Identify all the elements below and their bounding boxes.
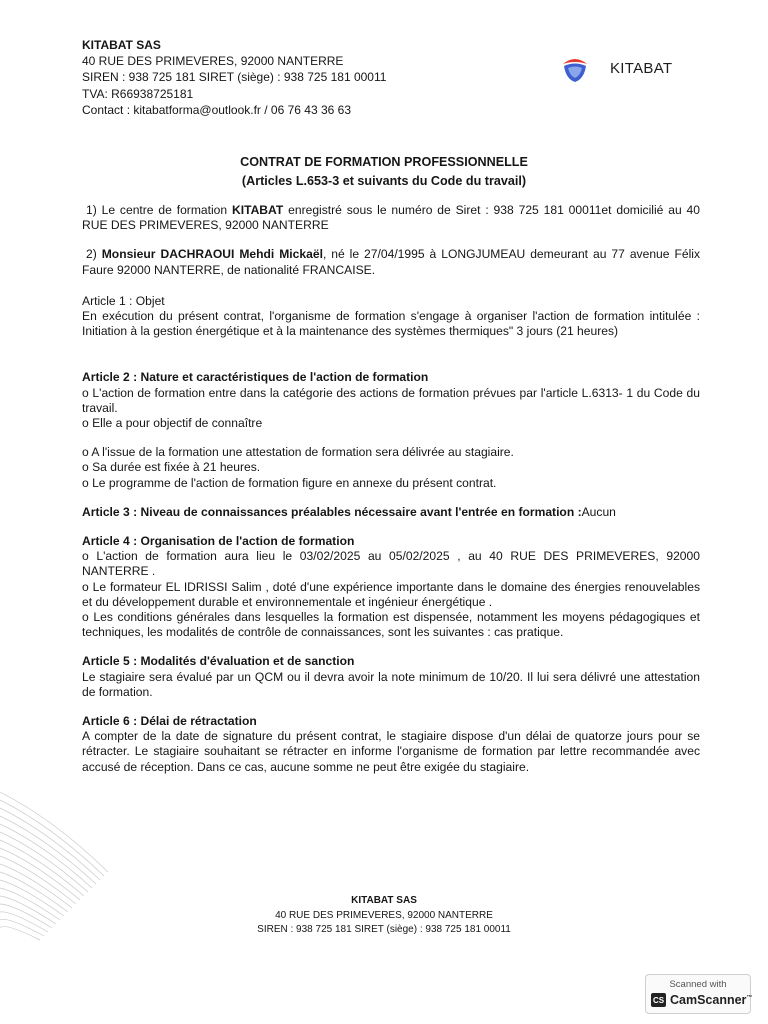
article-1-text: En exécution du présent contrat, l'organisme de formation s'engage à organiser l'action de formation intitulée : Initiation à la gestion énergétique et à la maintenance des systèmes thermiques" 3 jours (21 heures)	[82, 309, 700, 339]
document-title	[0, 153, 768, 190]
camscanner-badge	[645, 974, 751, 1014]
party-2-name: Monsieur DACHRAOUI Mehdi Mickaël	[101, 247, 323, 262]
party-1-text: enregistré sous le numéro de Siret : 938 725 181 00011et domicilié au 40 RUE DES PRIMEVERES, 92000 NANTERRE	[82, 203, 701, 233]
article-1-title: Article 1 : Objet	[82, 293, 165, 308]
header-tva: TVA: R66938725181	[82, 86, 194, 101]
logo-wordmark: KITABAT	[610, 59, 673, 77]
camscanner-tm: ™	[746, 994, 753, 1001]
party-1	[82, 203, 700, 233]
party-2	[82, 247, 700, 277]
title-line-1: CONTRAT DE FORMATION PROFESSIONNELLE	[240, 155, 528, 169]
party-1-name: KITABAT	[231, 203, 284, 217]
header-company: KITABAT SAS	[82, 38, 161, 52]
article-2-item-2: o Elle a pour objectif de connaître	[82, 416, 263, 431]
camscanner-name-text: CamScanner	[670, 993, 747, 1007]
header-address: 40 RUE DES PRIMEVERES, 92000 NANTERRE	[82, 54, 344, 69]
article-2-title: Article 2 : Nature et caractéristiques de l'action de formation	[82, 370, 429, 385]
header-contact: Contact : kitabatforma@outlook.fr / 06 76 43 36 63	[82, 102, 352, 117]
article-2-item-4: o Sa durée est fixée à 21 heures.	[82, 460, 261, 475]
party-1-prefix: 1) Le centre de formation	[86, 203, 232, 217]
title-line-2: (Articles L.653-3 et suivants du Code du travail)	[241, 173, 527, 188]
article-4-item-3: o Les conditions générales dans lesquelles la formation est dispensée, notamment les moyens pédagogiques et techniques, les modalités de contrôle de connaissances, sont les suivantes : cas pratique.	[82, 610, 700, 640]
company-footer	[0, 894, 768, 938]
footer-address: 40 RUE DES PRIMEVERES, 92000 NANTERRE	[275, 909, 493, 921]
camscanner-name	[670, 993, 752, 1007]
article-4-title: Article 4 : Organisation de l'action de formation	[82, 534, 355, 549]
article-2-item-5: o Le programme de l'action de formation figure en annexe du présent contrat.	[82, 475, 497, 490]
footer-siren: SIREN : 938 725 181 SIRET (siège) : 938 725 181 00011	[257, 924, 511, 936]
contract-body	[82, 203, 700, 775]
article-3	[82, 505, 700, 520]
article-6-title: Article 6 : Délai de rétractation	[82, 714, 257, 729]
article-6-text: A compter de la date de signature du présent contrat, le stagiaire dispose d'un délai de quatorze jours pour se rétracter. Le stagiaire souhaitant se rétracter en informe l'organisme de formation par lettre recommandée avec accusé de réception. Dans ce cas, aucune somme ne peut être exigée du stagiaire.	[82, 729, 700, 774]
header-siren: SIREN : 938 725 181 SIRET (siège) : 938 725 181 00011	[82, 70, 387, 85]
party-2-text: , né le 27/04/1995 à LONGJUMEAU demeurant au 77 avenue Félix Faure 92000 NANTERRE, de nationalité FRANCAISE.	[82, 247, 701, 277]
party-2-prefix: 2)	[86, 247, 102, 262]
scanned-with-label: Scanned with	[669, 979, 727, 990]
company-header	[82, 37, 386, 118]
kitabat-logo-icon	[560, 52, 590, 84]
article-5-text: Le stagiaire sera évalué par un QCM ou il devra avoir la note minimum de 10/20. Il lui sera délivré une attestation de formation.	[82, 669, 700, 699]
article-2-item-3: o A l'issue de la formation une attestation de formation sera délivrée au stagiaire.	[82, 445, 514, 460]
article-4-item-1: o L'action de formation aura lieu le 03/02/2025 au 05/02/2025 , au 40 RUE DES PRIMEVERES, 92000 NANTERRE .	[82, 549, 700, 579]
article-5-title: Article 5 : Modalités d'évaluation et de sanction	[82, 654, 355, 669]
footer-company: KITABAT SAS	[351, 895, 417, 906]
camscanner-logo-icon: CS	[651, 993, 666, 1007]
article-3-value: Aucun	[581, 504, 616, 519]
camscanner-brand	[651, 993, 752, 1007]
article-4-item-2: o Le formateur EL IDRISSI Salim , doté d'une expérience importante dans le domaine des énergies renouvelables et du développement durable et environnementale et ingénieur énergétique .	[82, 579, 700, 609]
article-2-item-1: o L'action de formation entre dans la catégorie des actions de formation prévues par l'article L.6313- 1 du Code du travail.	[82, 385, 700, 415]
article-3-title: Article 3 : Niveau de connaissances préalables nécessaire avant l'entrée en formation :	[82, 504, 582, 519]
kitabat-logo	[560, 52, 672, 84]
